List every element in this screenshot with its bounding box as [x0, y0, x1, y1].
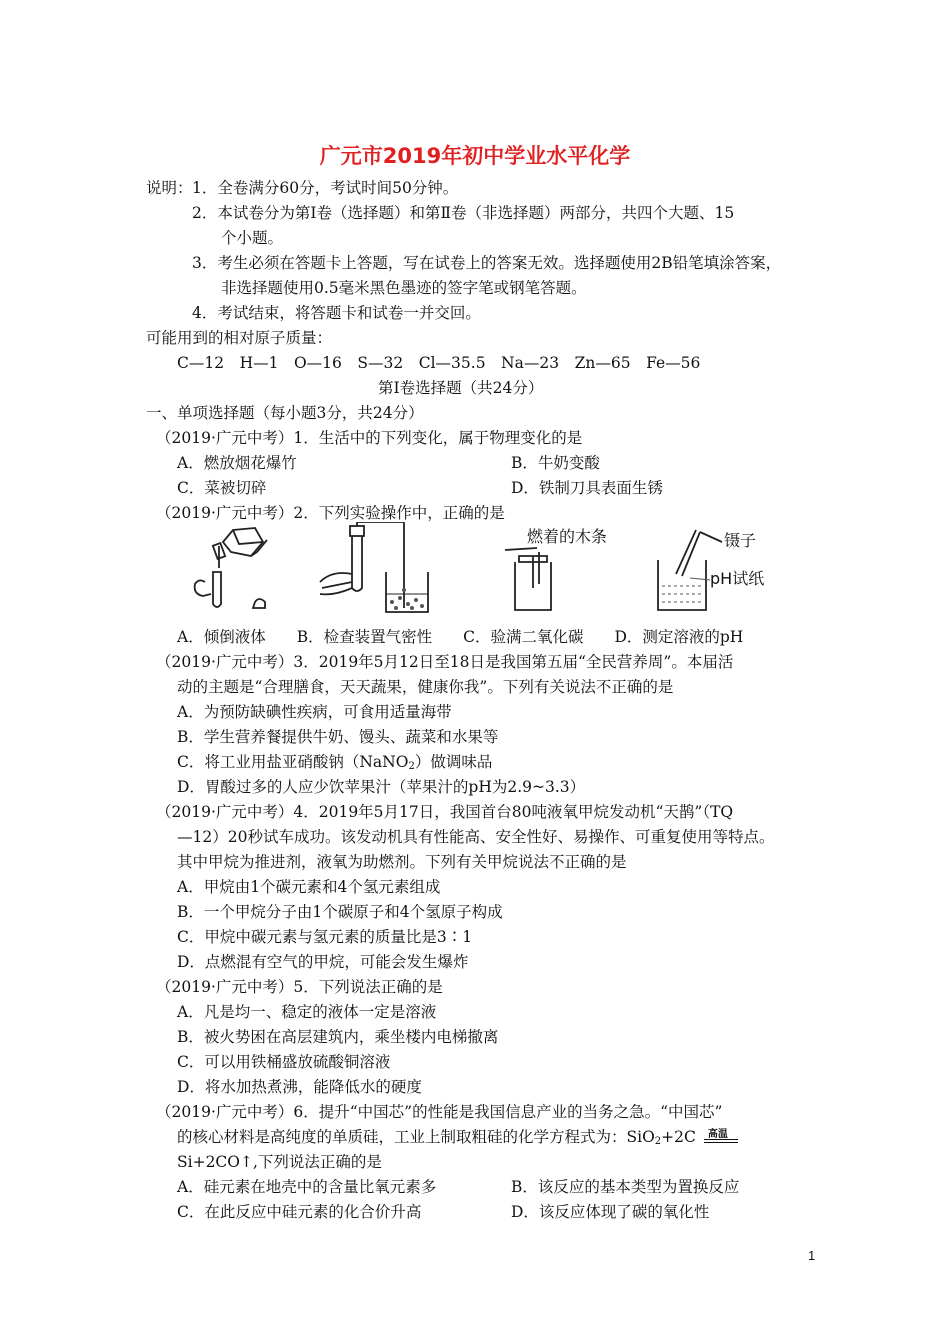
q1-option-a: A．燃放烟花爆竹 [177, 454, 297, 472]
figure-co2-verification [497, 522, 627, 617]
atomic-mass-label: 可能用到的相对原子质量： [146, 329, 333, 347]
q3-stem-line1: （2019·广元中考）3．2019年5月12日至18日是我国第五届“全民营养周”。本届活 [156, 653, 734, 671]
q1-option-c: C．菜被切碎 [177, 479, 267, 497]
q6-option-a: A．硅元素在地壳中的含量比氧元素多 [177, 1178, 437, 1196]
q5-stem: （2019·广元中考）5．下列说法正确的是 [156, 978, 443, 996]
q4-option-c: C．甲烷中碳元素与氢元素的质量比是3∶1 [177, 928, 473, 946]
q6-stem-line3: Si+2CO↑,下列说法正确的是 [177, 1153, 382, 1171]
part1-title: 第Ⅰ卷选择题（共24分） [378, 379, 544, 397]
notes-label: 说明： [146, 179, 193, 197]
q3-option-d: D．胃酸过多的人应少饮苹果汁（苹果汁的pH为2.9~3.3） [177, 778, 586, 796]
page-title: 广元市2019年初中学业水平化学 [319, 144, 631, 168]
q4-option-b: B．一个甲烷分子由1个碳原子和4个氢原子构成 [177, 903, 503, 921]
q4-stem-line3: 其中甲烷为推进剂，液氧为助燃剂。下列有关甲烷说法不正确的是 [177, 853, 627, 871]
q5-option-b: B．被火势困在高层建筑内，乘坐楼内电梯撤离 [177, 1028, 499, 1046]
q4-stem-line2: —12）20秒试车成功。该发动机具有性能高、安全性好、易操作、可重复使用等特点。 [177, 828, 775, 846]
q3-stem-line2: 动的主题是“合理膳食，天天蔬果，健康你我”。下列有关说法不正确的是 [177, 678, 674, 696]
page-number: 1 [808, 1248, 816, 1263]
q4-option-d: D．点燃混有空气的甲烷，可能会发生爆炸 [177, 953, 469, 971]
q5-option-a: A．凡是均一、稳定的液体一定是溶液 [177, 1003, 437, 1021]
fig-label-tweezers: 镊子 [724, 531, 757, 550]
q5-option-d: D．将水加热煮沸，能降低水的硬度 [177, 1078, 422, 1096]
q3-option-a: A．为预防缺碘性疾病，可食用适量海带 [177, 703, 452, 721]
q6-option-d: D．该反应体现了碳的氧化性 [511, 1203, 710, 1221]
reaction-condition: 高温 [704, 1127, 740, 1147]
atomic-masses: C—12 H—1 O—16 S—32 Cl—35.5 Na—23 Zn—65 Fe—56 [177, 354, 701, 372]
figure-ph-measurement [650, 522, 780, 617]
fig-label-burning-stick: 燃着的木条 [527, 527, 608, 546]
figure-checking-airtightness [312, 522, 432, 617]
q6-option-c: C．在此反应中硅元素的化合价升高 [177, 1203, 422, 1221]
fig-label-ph-paper: pH试纸 [710, 569, 765, 588]
note-3a: 3．考生必须在答题卡上答题，写在试卷上的答案无效。选择题使用2B铅笔填涂答案， [192, 254, 782, 272]
section1-heading: 一、单项选择题（每小题3分，共24分） [146, 404, 424, 422]
q3-option-c: C．将工业用盐亚硝酸钠（NaNO$_2$）做调味品 [177, 753, 493, 772]
note-3b: 非选择题使用0.5毫米黑色墨迹的签字笔或钢笔答题。 [221, 279, 587, 297]
q4-option-a: A．甲烷由1个碳元素和4个氢元素组成 [177, 878, 441, 896]
q6-stem-line2: 的核心材料是高纯度的单质硅，工业上制取粗硅的化学方程式为：SiO$_2$+2C 高温 [177, 1127, 740, 1152]
q5-option-c: C．可以用铁桶盛放硫酸铜溶液 [177, 1053, 391, 1071]
q3-option-b: B．学生营养餐提供牛奶、馒头、蔬菜和水果等 [177, 728, 499, 746]
q4-stem-line1: （2019·广元中考）4．2019年5月17日，我国首台80吨液氧甲烷发动机“天鹊”（TQ [156, 803, 734, 821]
note-2b: 个小题。 [221, 229, 284, 247]
q6-stem-line1: （2019·广元中考）6．提升“中国芯”的性能是我国信息产业的当务之急。“中国芯” [156, 1103, 723, 1121]
note-2a: 2．本试卷分为第Ⅰ卷（选择题）和第Ⅱ卷（非选择题）两部分，共四个大题、15 [192, 204, 735, 222]
note-4: 4．考试结束，将答题卡和试卷一并交回。 [192, 304, 481, 322]
q1-stem: （2019·广元中考）1．生活中的下列变化，属于物理变化的是 [156, 429, 583, 447]
q1-option-b: B．牛奶变酸 [511, 454, 600, 472]
q2-options: A．倾倒液体 B．检查装置气密性 C．验满二氧化碳 D．测定溶液的pH [177, 628, 744, 646]
q2-stem: （2019·广元中考）2．下列实验操作中，正确的是 [156, 504, 505, 522]
note-1: 1．全卷满分60分，考试时间50分钟。 [192, 179, 459, 197]
q6-option-b: B．该反应的基本类型为置换反应 [511, 1178, 740, 1196]
q1-option-d: D．铁制刀具表面生锈 [511, 479, 663, 497]
figure-pouring-liquid [185, 522, 280, 617]
